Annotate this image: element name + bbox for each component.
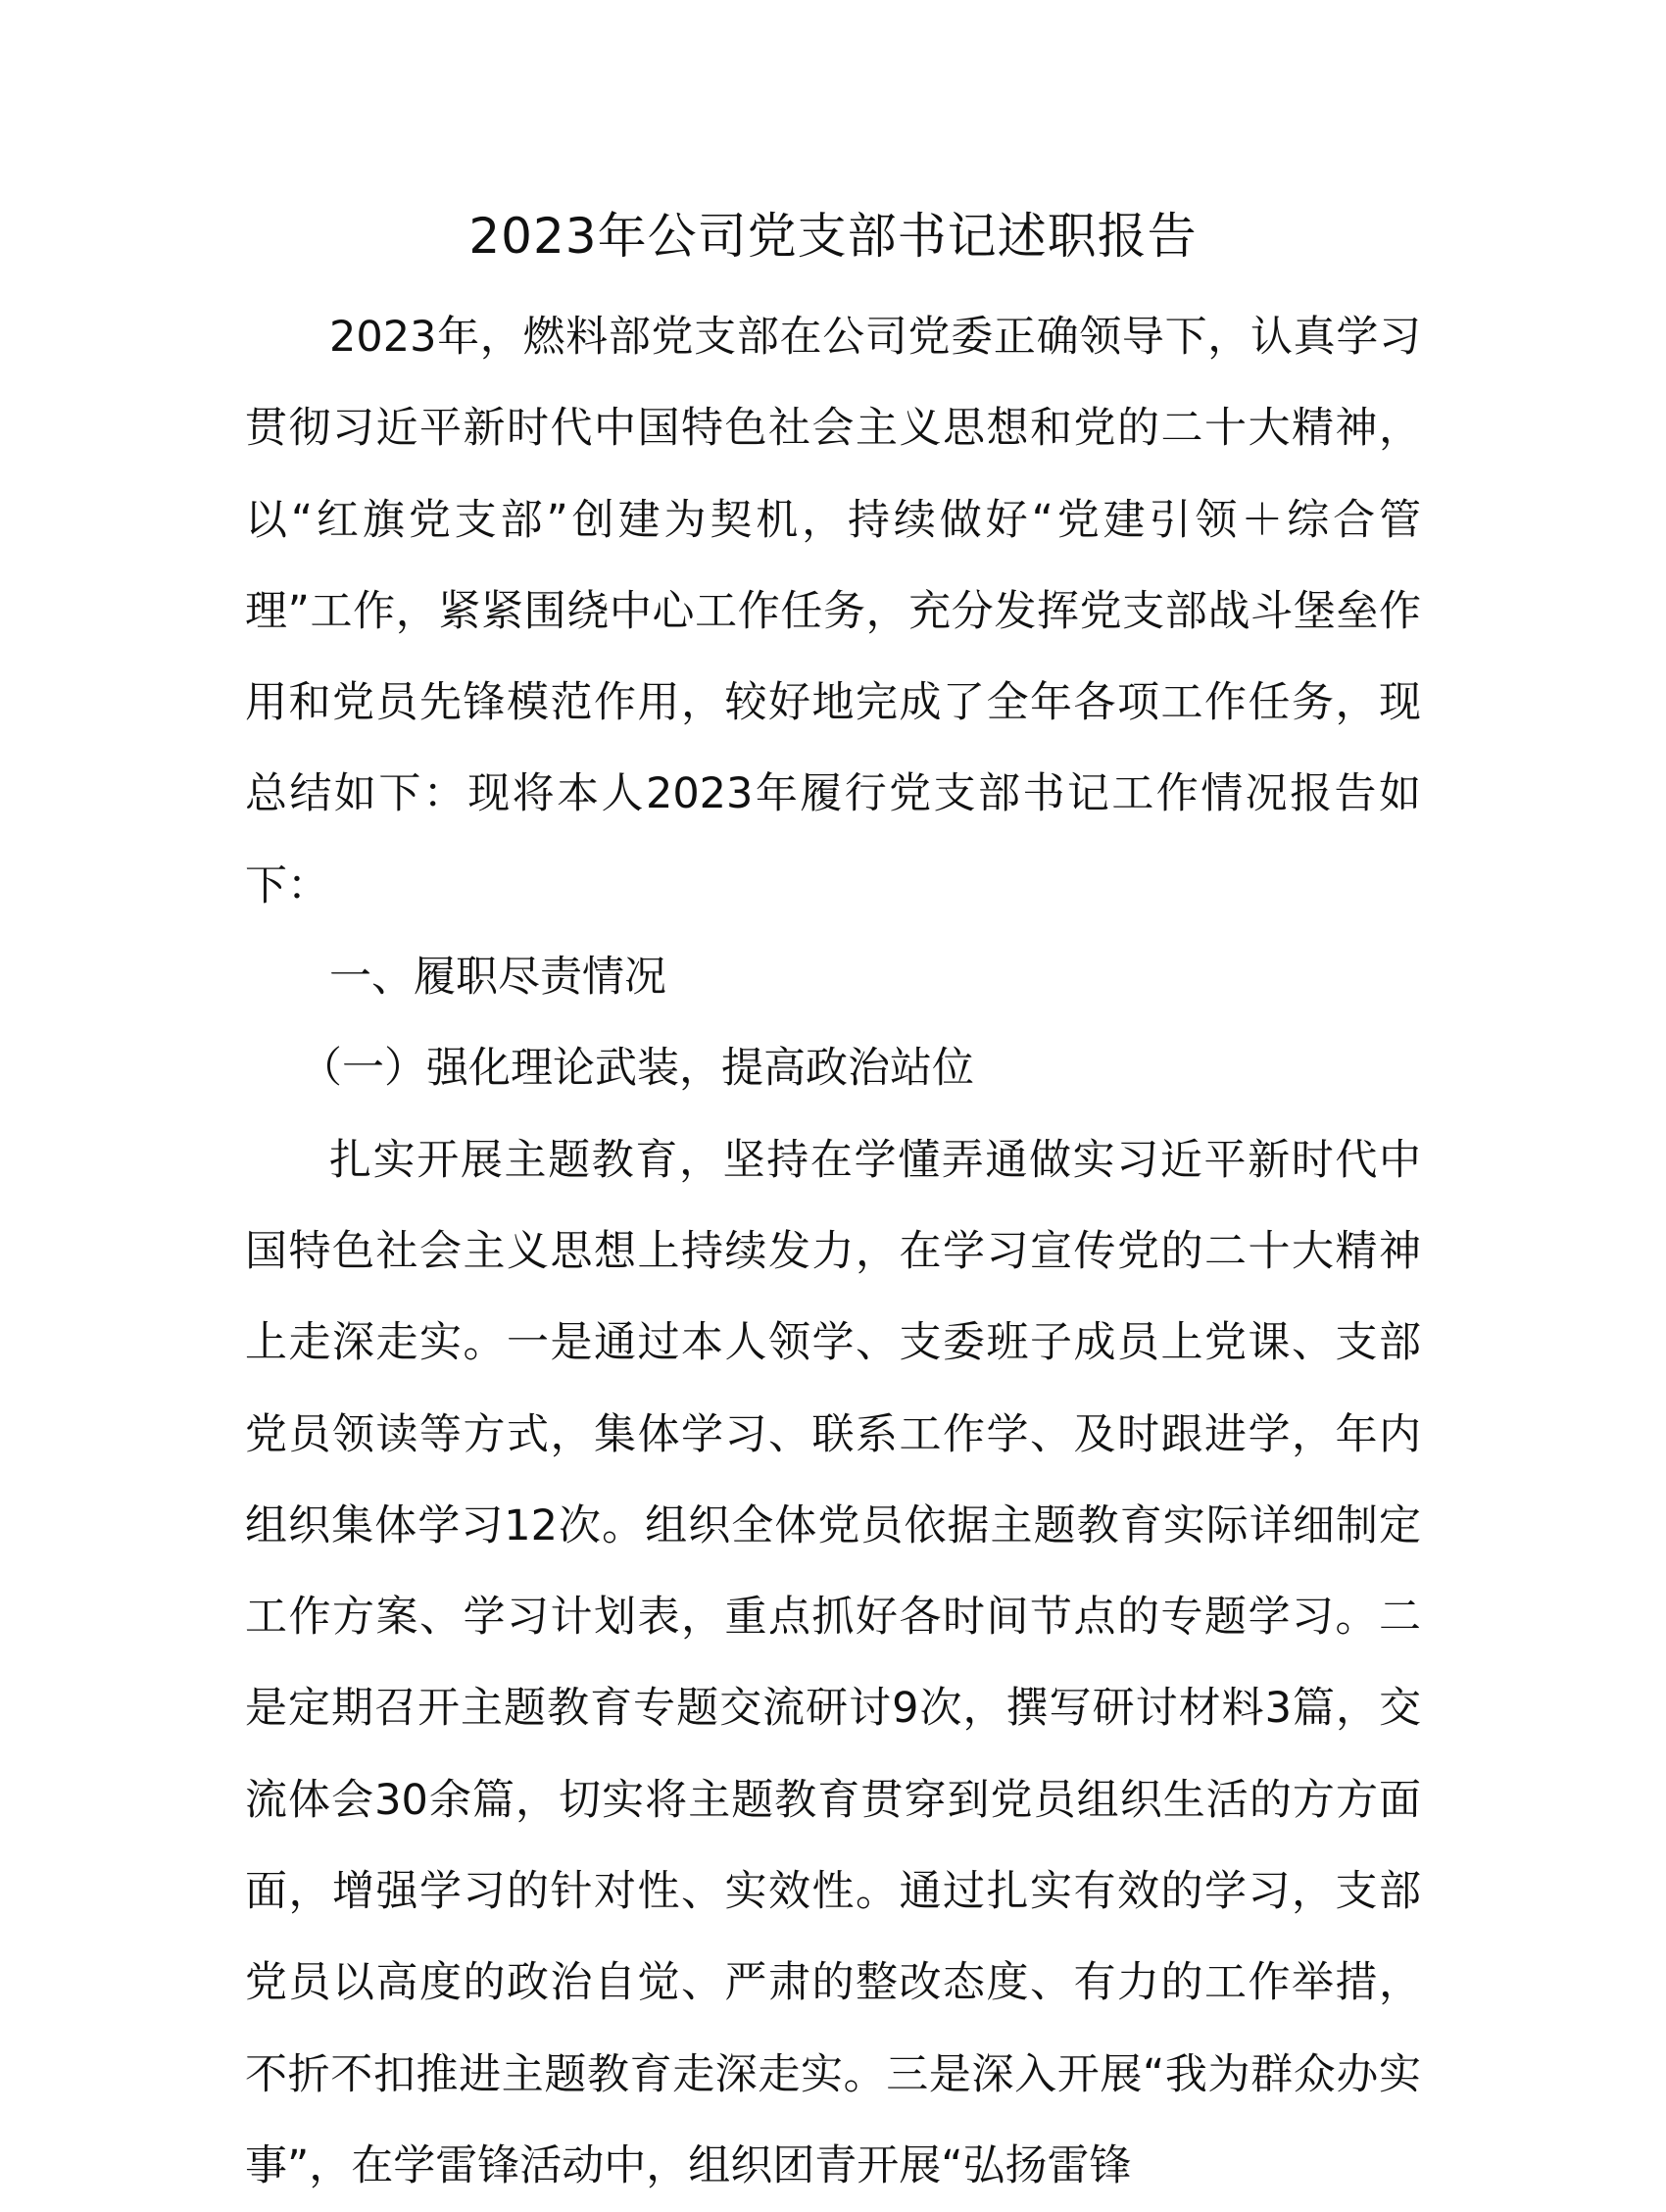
- subsection-paragraph: 扎实开展主题教育，坚持在学懂弄通做实习近平新时代中国特色社会主义思想上持续发力，在学习宣传党的二十大精神上走深走实。一是通过本人领学、支委班子成员上党课、支部党员领读等方式，集体学习、联系工作学、及时跟进学，年内组织集体学习12次。组织全体党员依据主题教育实际详细制定工作方案、学习计划表，重点抓好各时间节点的专题学习。二是定期召开主题教育专题交流研讨9次，撰写研讨材料3篇，交流体会30余篇，切实将主题教育贯穿到党员组织生活的方方面面，增强学习的针对性、实效性。通过扎实有效的学习，支部党员以高度的政治自觉、严肃的整改态度、有力的工作举措，不折不扣推进主题教育走深走实。三是深入开展“我为群众办实事”，在学雷锋活动中，组织团青开展“弘扬雷锋: [245, 1135, 1421, 2190]
- document-title: 2023年公司党支部书记述职报告: [468, 208, 1198, 265]
- document-body: [245, 292, 1421, 2212]
- section-heading: 一、履职尽责情况: [329, 953, 666, 1003]
- intro-paragraph: 2023年，燃料部党支部在公司党委正确领导下，认真学习贯彻习近平新时代中国特色社会主义思想和党的二十大精神，以“红旗党支部”创建为契机，持续做好“党建引领＋综合管理”工作，紧紧围绕中心工作任务，充分发挥党支部战斗堡垒作用和党员先锋模范作用，较好地完成了全年各项工作任务，现总结如下：现将本人2023年履行党支部书记工作情况报告如下：: [245, 313, 1421, 910]
- subsection-heading: （一）强化理论武装，提高政治站位: [300, 1044, 974, 1094]
